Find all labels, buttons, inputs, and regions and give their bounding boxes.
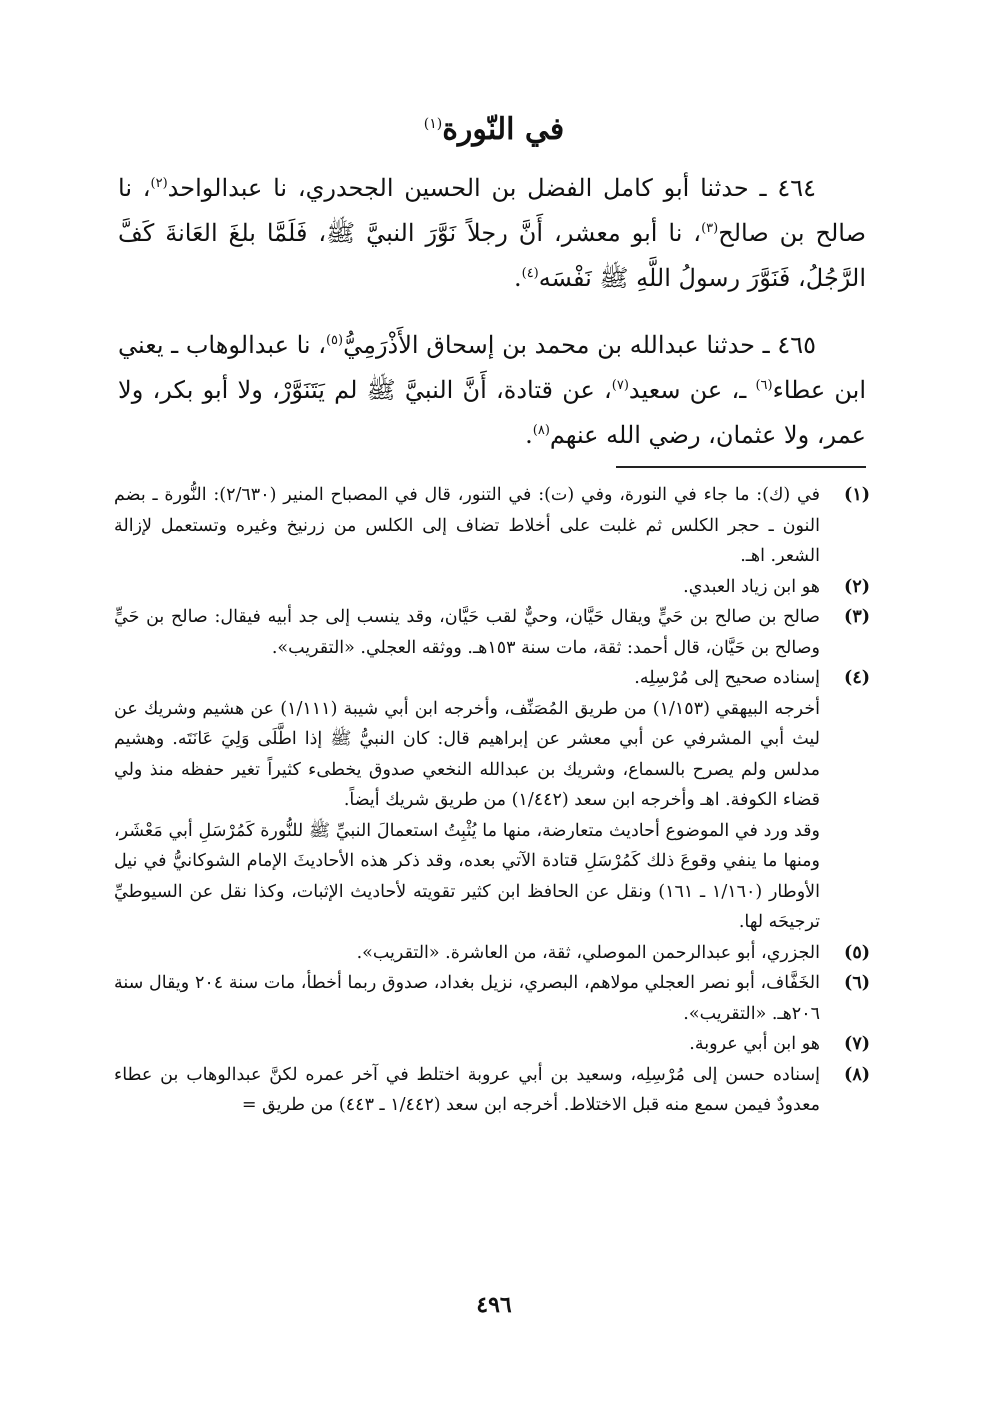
footnote-body xyxy=(114,938,820,969)
main-text xyxy=(118,166,866,480)
footnote-text: صالح بن صالح بن حَيٍّ ويقال حَيَّان، وحيٌّ لقب حَيَّان، وقد ينسب إلى جد أبيه فيقال: صالح بن حَيٍّ وصالح بن حَيَّان، قال أحمد: ثقة، مات سنة ١٥٣هـ. ووثقه العجلي. «التقريب». xyxy=(114,607,820,658)
hadith-text: . xyxy=(525,421,533,449)
footnote-mark: (٨) xyxy=(532,423,550,438)
footnote-number: (٦) xyxy=(844,973,870,993)
footnote-5 xyxy=(114,938,870,969)
hadith-464 xyxy=(118,166,866,301)
footnote-number: (١) xyxy=(844,485,870,505)
footnote-text: هو ابن زياد العبدي. xyxy=(683,576,820,597)
footnote-separator xyxy=(616,466,866,468)
footnote-body xyxy=(114,480,820,572)
footnote-text: إسناده صحيح إلى مُرْسِلِه. xyxy=(634,668,820,688)
footnote-3 xyxy=(114,602,870,663)
footnote-mark: (٤) xyxy=(521,266,539,281)
footnote-number: (٧) xyxy=(844,1034,870,1054)
footnote-text: الخَفَّاف، أبو نصر العجلي مولاهم، البصري، نزيل بغداد، صدوق ربما أخطأ، مات سنة ٢٠٤ ويقال سنة ٢٠٦هـ. «التقريب». xyxy=(114,973,820,1024)
hadith-text: ، نا عبدالوهاب ـ يعني ابن عطاء xyxy=(118,331,867,404)
footnote-text: وقد ورد في الموضوع أحاديث متعارضة، منها ما يُثْبِتُ استعمالَ النبيِّ ﷺ للنُّورة كَمُرْسَلِ أبي مَعْشَر، ومنها ما ينفي وقوعَ ذلك كَمُرْسَلِ قتادة الآتي بعده، وقد ذكر هذه الأحاديثَ الإمام الشوكانيُّ في نيل الأوطار (١/١٦٠ ـ ١٦١) ونقل عن الحافظ ابن كثير تقويته لأحاديث الإثبات، وكذا نقل عن السيوطيِّ ترجيحَه لها. xyxy=(114,820,820,932)
footnotes xyxy=(114,480,870,1121)
hadith-465 xyxy=(118,323,866,458)
footnote-mark: (٣) xyxy=(701,221,719,236)
hadith-text: ٤٦٤ ـ حدثنا أبو كامل الفضل بن الحسين الجحدري، نا عبدالواحد xyxy=(167,174,816,202)
hadith-text: ٤٦٥ ـ حدثنا عبدالله بن محمد بن إسحاق الأَذْرَمِيُّ xyxy=(343,331,816,359)
footnote-number: (٤) xyxy=(844,668,870,688)
footnote-number: (٢) xyxy=(844,576,870,597)
footnote-1 xyxy=(114,480,870,572)
footnote-text: أخرجه البيهقي (١/١٥٣) من طريق المُصَنِّف، وأخرجه ابن أبي شيبة (١/١١١) عن هشيم وشريك عن ليث أبي المشرفي عن أبي معشر عن إبراهيم قال: كان النبيُّ ﷺ إذا اطَّلَى وَلِيَ عَانَتَه. وهشيم مدلس ولم يصرح بالسماع، وشريك بن عبدالله النخعي صدوق يخطىء كثيراً تغير حفظه منذ ولي قضاء الكوفة. اهـ وأخرجه ابن سعد (١/٤٤٢) من طريق شريك أيضاً. xyxy=(114,698,820,810)
footnote-4 xyxy=(114,663,870,938)
footnote-number: (٨) xyxy=(844,1064,870,1085)
footnote-mark: (٢) xyxy=(150,176,168,191)
hadith-text: ، نا صالح بن صالح xyxy=(118,174,867,247)
footnote-7 xyxy=(114,1029,870,1060)
title-text: في النّورة xyxy=(442,112,565,147)
footnote-6 xyxy=(114,968,870,1029)
footnote-body xyxy=(114,572,820,603)
hadith-text: ، نا أبو معشر، أَنَّ رجلاً نَوَّرَ النبيَّ ﷺ، فَلَمَّا بلغَ العَانةَ كَفَّ الرَّجُلُ، فَنَوَّرَ رسولُ اللَّهِ ﷺ نَفْسَه xyxy=(118,219,866,292)
footnote-mark: (٥) xyxy=(325,333,344,348)
footnote-body xyxy=(114,968,820,1029)
footnote-8 xyxy=(114,1060,870,1121)
footnote-body xyxy=(114,602,820,663)
footnote-text: الجزري، أبو عبدالرحمن الموصلي، ثقة، من العاشرة. «التقريب». xyxy=(356,942,820,963)
footnote-mark: (٧) xyxy=(611,378,629,393)
footnote-number: (٣) xyxy=(844,607,870,627)
hadith-text: ـ، عن سعيد xyxy=(628,376,756,404)
footnote-text: في (ك): ما جاء في النورة، وفي (ت): في التنور، قال في المصباح المنير (٢/٦٣٠): النُّورة ـ بضم النون ـ حجر الكلس ثم غلبت على أخلاط تضاف إلى الكلس من زرنيخ وغيره وتستعمل لإزالة الشعر. اهـ. xyxy=(114,485,820,566)
footnote-text: إسناده حسن إلى مُرْسِلِه، وسعيد بن أبي عروبة اختلط في آخر عمره لكنَّ عبدالوهاب بن عطاء معدودٌ فيمن سمع منه قبل الاختلاط. أخرجه ابن سعد (١/٤٤٢ ـ ٤٤٣) من طريق = xyxy=(114,1064,820,1115)
footnote-body xyxy=(114,1029,820,1060)
page-number: ٤٩٦ xyxy=(476,1292,512,1318)
footnote-body xyxy=(114,663,820,938)
footnote-text: هو ابن أبي عروبة. xyxy=(689,1034,820,1054)
hadith-text: ، عن قتادة، أَنَّ النبيَّ ﷺ لم يَتَنَوَّرْ، ولا أبو بكر، ولا عمر، ولا عثمان، رضي الله عنهم xyxy=(118,376,866,449)
section-title xyxy=(0,112,988,147)
footnote-2 xyxy=(114,572,870,603)
footnote-number: (٥) xyxy=(844,942,870,963)
hadith-text: . xyxy=(513,264,522,292)
footnote-body xyxy=(114,1060,820,1121)
footnote-mark: (١) xyxy=(423,116,443,132)
footnote-mark: (٦) xyxy=(755,378,773,393)
